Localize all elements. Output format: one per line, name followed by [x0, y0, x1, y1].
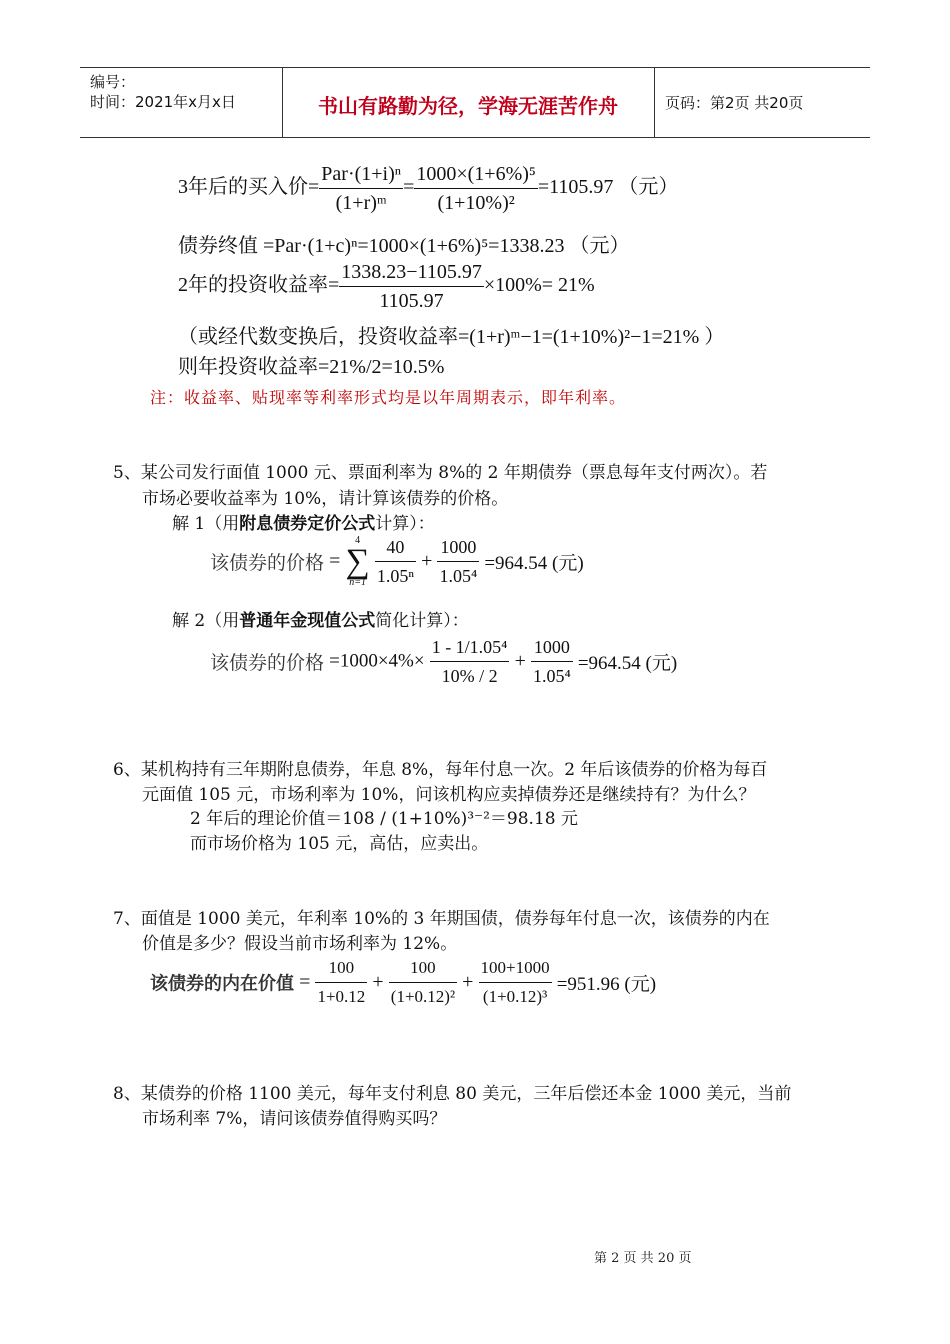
q6-line3: 2 年后的理论价值＝108 / (1+10%)³⁻²＝98.18 元: [190, 809, 578, 829]
alt-derivation-line: （或经代数变换后，投资收益率=(1+r)ᵐ−1=(1+10%)²−1=21% ）: [178, 326, 725, 348]
fraction: $\frac{\text{1 - 1/1.05⁴}}{10\% / 2}$: [430, 633, 510, 690]
number-label: 编号：: [90, 73, 136, 91]
motto: 书山有路勤为径，学海无涯苦作舟: [318, 94, 618, 118]
q5-formula1: 该债券的价格 = 4 ∑ n=1 $\frac{40}{\text{1.05ⁿ}}$ + $\frac{1000}{\text{1.05⁴}}$ =964.54 (元): [210, 533, 584, 590]
q8-line2: 市场利率 7%，请问该债券值得购买吗？: [142, 1109, 447, 1129]
fraction: $\frac{\text{1000×(1+6\%)⁵}}{\text{(1+10\%)²}}$: [414, 160, 538, 217]
fraction: $\frac{\text{Par·(1+i)ⁿ}}{\text{(1+r)ᵐ}}$: [319, 160, 403, 217]
return-rate-line: 2年的投资收益率= $\frac{1338.23-1105.97}{1105.97}$ ×100%= 21%: [178, 258, 595, 315]
q7-line2: 价值是多少？假设当前市场利率为 12%。: [142, 934, 458, 954]
q5-line2: 市场必要收益率为 10%，请计算该债券的价格。: [142, 489, 509, 509]
summation: 4 ∑ n=1: [345, 534, 370, 588]
page-footer: 第 2 页 共 20 页: [594, 1251, 692, 1266]
fraction: $\frac{100}{\text{(1+0.12)²}}$: [389, 954, 457, 1011]
fraction: $\frac{100+1000}{\text{(1+0.12)³}}$: [479, 954, 552, 1011]
fraction: $\frac{1338.23-1105.97}{1105.97}$: [339, 258, 484, 315]
q5-formula2: 该债券的价格 =1000×4%× $\frac{\text{1 - 1/1.05⁴}}{10\% / 2}$ + $\frac{1000}{\text{1.05⁴}}$ =964.54 (元): [210, 633, 677, 690]
date-label: 时间：2021年x月x日: [90, 93, 236, 111]
buy-price-line: 3年后的买入价= $\frac{\text{Par·(1+i)ⁿ}}{\text{(1+r)ᵐ}}$ = $\frac{\text{1000×(1+6\%)⁵}}{\text{(1+10\%)²}}$ =1105.97 （元）: [178, 160, 678, 217]
header-divider: [654, 68, 655, 137]
q5-line1: 5、某公司发行面值 1000 元、票面利率为 8%的 2 年期债券（票息每年支付两次）。若: [113, 463, 768, 483]
note: 注：收益率、贴现率等利率形式均是以年周期表示，即年利率。: [150, 388, 627, 407]
q7-line1: 7、面值是 1000 美元，年利率 10%的 3 年期国债，债券每年付息一次，该债券的内在: [113, 909, 770, 929]
q6-line4: 而市场价格为 105 元，高估，应卖出。: [190, 834, 489, 854]
fraction: $\frac{1000}{\text{1.05⁴}}$: [531, 633, 573, 690]
q6-line2: 元面值 105 元，市场利率为 10%，问该机构应卖掉债券还是继续持有？为什么？: [142, 785, 756, 805]
q5-solution1-heading: 解 1（用附息债券定价公式计算）：: [172, 514, 435, 534]
q7-formula: 该债券的内在价值 = $\frac{100}{1+0.12}$ + $\frac{100}{\text{(1+0.12)²}}$ + $\frac{100+1000}{\text{(1+0.12)³}}$ =951.96 (元): [150, 954, 656, 1011]
buy-price-result: =1105.97 （元）: [537, 176, 679, 199]
fraction: $\frac{100}{1+0.12}$: [315, 954, 367, 1011]
annual-return-line: 则年投资收益率=21%/2=10.5%: [178, 356, 445, 378]
terminal-value-line: 债券终值 =Par·(1+c)ⁿ=1000×(1+6%)⁵=1338.23 （元）: [178, 235, 630, 257]
buy-price-label: 3年后的买入价=: [178, 176, 320, 199]
sigma-symbol: ∑: [345, 542, 370, 580]
q5-solution2-heading: 解 2（用普通年金现值公式简化计算）：: [172, 611, 469, 631]
header-meta: [90, 72, 236, 112]
page-header: [80, 67, 870, 138]
fraction: $\frac{40}{\text{1.05ⁿ}}$: [375, 533, 416, 590]
q6-line1: 6、某机构持有三年期附息债券，年息 8%，每年付息一次。2 年后该债券的价格为每百: [113, 760, 768, 780]
q8-line1: 8、某债券的价格 1100 美元，每年支付利息 80 美元，三年后偿还本金 1000 美元，当前: [113, 1084, 792, 1104]
fraction: $\frac{1000}{\text{1.05⁴}}$: [437, 533, 479, 590]
page-label: 页码：第2页 共20页: [665, 94, 804, 112]
